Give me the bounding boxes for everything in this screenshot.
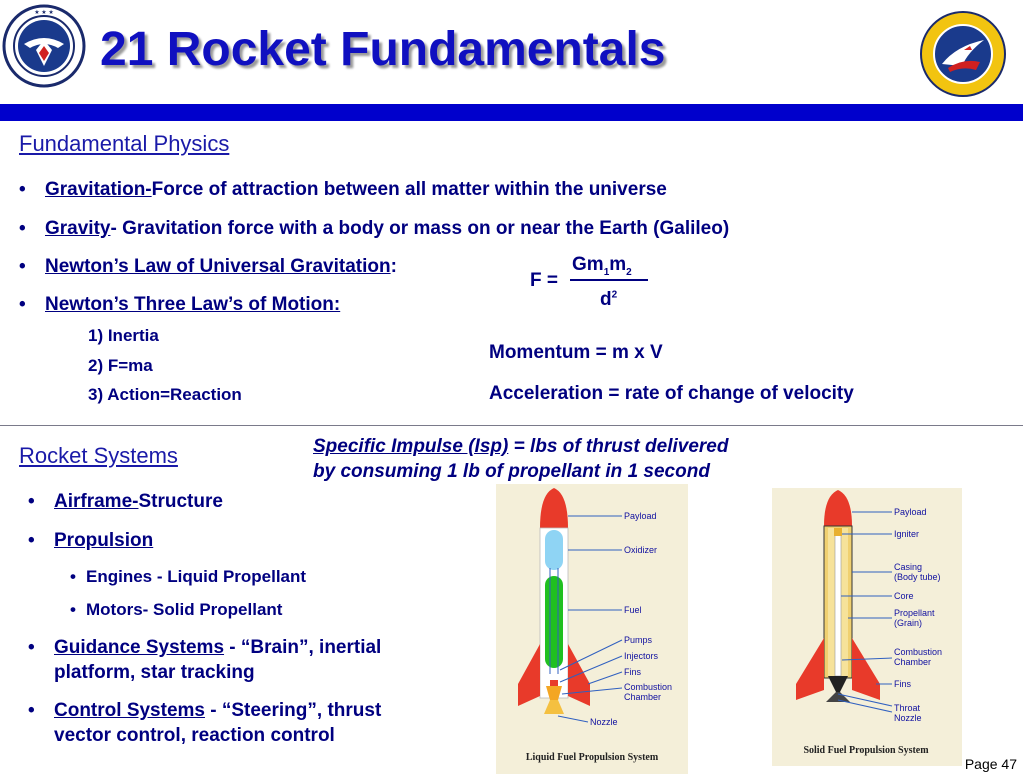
formula-denominator: $d^2$ <box>600 289 618 310</box>
bullet-dot: • <box>19 179 26 200</box>
fraction-line <box>570 279 648 281</box>
term-gravitation: Gravitation- <box>45 179 152 200</box>
momentum-equation: Momentum = m x V <box>489 342 663 363</box>
bullet-universal-gravitation <box>19 256 397 278</box>
liquid-label-combustion: Combustion <box>624 682 673 692</box>
bullet-gravitation <box>19 179 667 201</box>
section-heading-rocket-systems: Rocket Systems <box>19 443 178 468</box>
aerospace-education-logo <box>918 10 1008 98</box>
propulsion-motors: • Motors- Solid Propellant <box>70 600 283 619</box>
page-number: Page 47 <box>964 756 1017 772</box>
liquid-label-fins: Fins <box>624 667 642 677</box>
bullet-three-laws <box>19 294 340 316</box>
section-heading-physics: Fundamental Physics <box>19 131 230 156</box>
liquid-label-pumps: Pumps <box>624 635 653 645</box>
propulsion-engines: • Engines - Liquid Propellant <box>70 567 307 586</box>
term-specific-impulse: Specific Impulse (Isp) <box>313 436 509 457</box>
specific-impulse-definition: Specific Impulse (Isp) = lbs of thrust delivered <box>313 436 729 457</box>
bullet-dot: • <box>19 218 26 239</box>
term-universal-gravitation: Newton’s Law of Universal Gravitation <box>45 256 391 277</box>
formula-lhs: F = <box>530 270 558 291</box>
solid-fuel-diagram <box>772 488 962 766</box>
solid-diagram-caption: Solid Fuel Propulsion System <box>803 745 929 756</box>
acceleration-definition: Acceleration = rate of change of velocity <box>489 383 854 404</box>
civil-air-patrol-seal-logo <box>2 4 86 88</box>
def-universal-gravitation: : <box>390 256 397 277</box>
liquid-label-payload: Payload <box>624 511 657 521</box>
solid-label-propellant: Propellant <box>894 608 935 618</box>
header-divider-bar <box>0 104 1023 121</box>
solid-label-casing: Casing <box>894 562 923 572</box>
svg-text:★ ★ ★: ★ ★ ★ <box>34 10 54 16</box>
solid-label-chamber: Chamber <box>894 657 932 667</box>
law-f-ma: 2) F=ma <box>88 356 153 375</box>
law-inertia: 1) Inertia <box>88 326 159 345</box>
term-propulsion: Propulsion <box>54 530 154 551</box>
bullet-dot: • <box>28 491 35 512</box>
specific-impulse-line2: by consuming 1 lb of propellant in 1 second <box>313 461 710 482</box>
term-guidance: Guidance Systems <box>54 637 225 658</box>
solid-label-throat: Throat <box>894 703 921 713</box>
def-gravity: - Gravitation force with a body or mass on or near the Earth (Galileo) <box>110 218 730 239</box>
section-divider <box>0 425 1023 426</box>
solid-label-fins: Fins <box>894 679 912 689</box>
liquid-diagram-caption: Liquid Fuel Propulsion System <box>525 752 659 763</box>
solid-label-payload: Payload <box>894 507 927 517</box>
liquid-label-oxidizer: Oxidizer <box>624 545 658 555</box>
solid-label-nozzle: Nozzle <box>894 713 922 723</box>
liquid-label-injectors: Injectors <box>624 651 659 661</box>
solid-label-body-tube: (Body tube) <box>894 572 941 582</box>
term-airframe: Airframe- <box>54 491 139 512</box>
gravitation-formula <box>528 252 658 317</box>
law-action-reaction: 3) Action=Reaction <box>88 385 242 404</box>
solid-label-core: Core <box>894 591 914 601</box>
bullet-airframe: • Airframe-Structure <box>28 491 223 512</box>
liquid-label-nozzle: Nozzle <box>590 717 618 727</box>
solid-label-igniter: Igniter <box>894 529 920 539</box>
control-line2: vector control, reaction control <box>54 725 335 746</box>
bullet-control: • Control Systems - “Steering”, thrust <box>28 700 382 721</box>
liquid-fuel-diagram <box>496 484 688 774</box>
guidance-line2: platform, star tracking <box>54 662 255 683</box>
bullet-dot: • <box>28 530 35 551</box>
term-control: Control Systems <box>54 700 205 721</box>
term-three-laws: Newton’s Three Law’s of Motion: <box>45 294 341 315</box>
bullet-dot: • <box>28 700 35 721</box>
bullet-dot: • <box>28 637 35 658</box>
term-gravity: Gravity <box>45 218 111 239</box>
page-title: 21 Rocket Fundamentals <box>100 23 666 76</box>
solid-label-combustion: Combustion <box>894 647 943 657</box>
liquid-label-fuel: Fuel <box>624 605 642 615</box>
bullet-propulsion <box>28 530 153 552</box>
def-gravitation: Force of attraction between all matter within the universe <box>151 179 667 200</box>
bullet-dot: • <box>19 294 26 315</box>
bullet-dot: • <box>19 256 26 277</box>
solid-label-grain: (Grain) <box>894 618 923 628</box>
liquid-label-chamber: Chamber <box>624 692 662 702</box>
bullet-guidance: • Guidance Systems - “Brain”, inertial <box>28 637 382 658</box>
formula-numerator: $Gm_1m_2$ <box>572 254 632 278</box>
bullet-gravity <box>19 218 729 240</box>
